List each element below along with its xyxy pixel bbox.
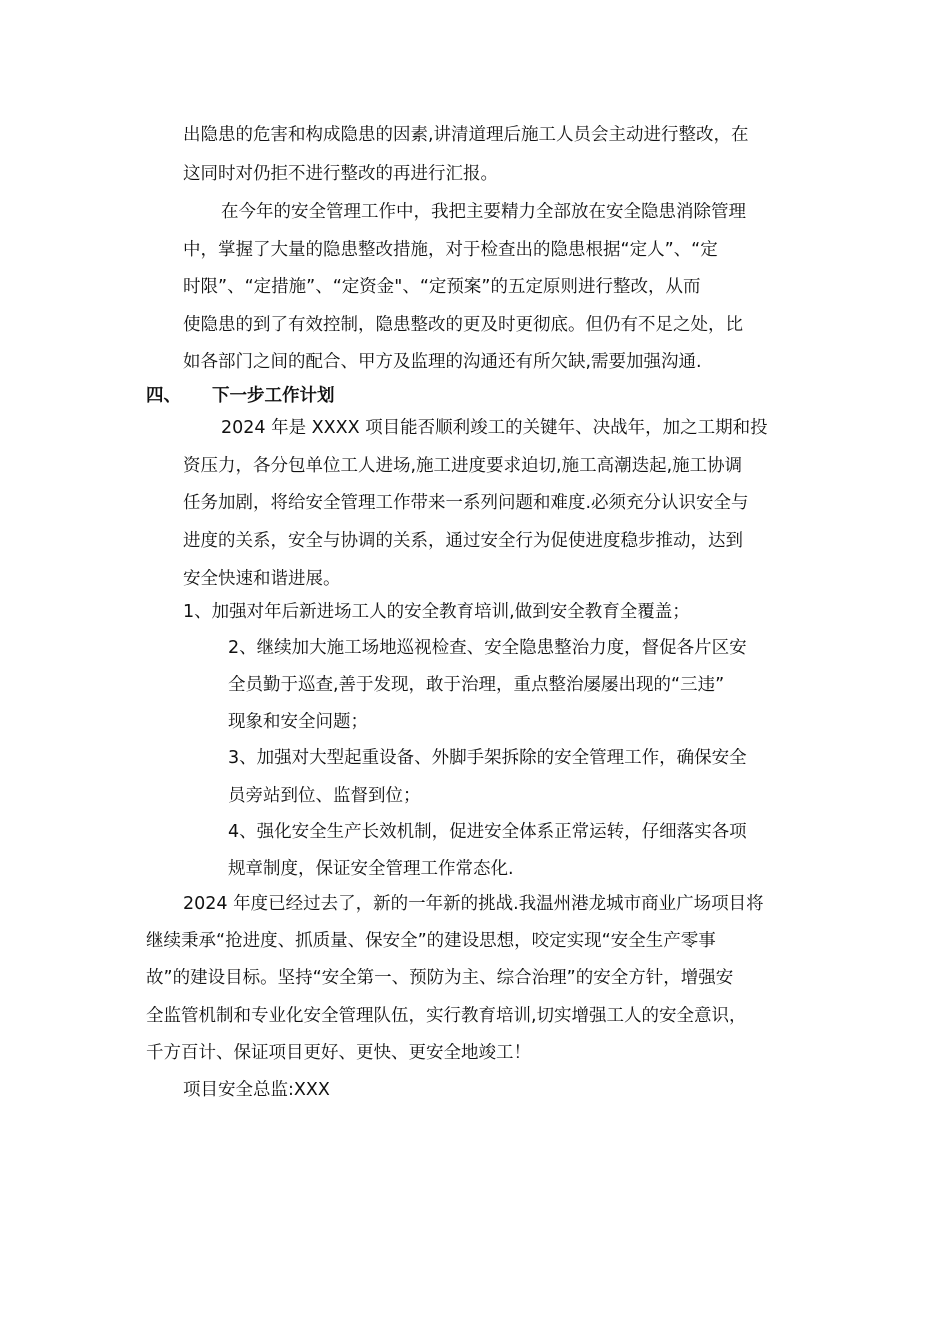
text-line: 现象和安全问题； — [228, 712, 368, 732]
section-number: 四、 — [146, 386, 181, 406]
text-line: 继续秉承“抢进度、抓质量、保安全”的建设思想，咬定实现“安全生产零事 — [146, 931, 716, 951]
text-line: 在今年的安全管理工作中，我把主要精力全部放在安全隐患消除管理 — [221, 202, 746, 222]
text-line: 这同时对仍拒不进行整改的再进行汇报。 — [183, 164, 498, 184]
text-line: 使隐患的到了有效控制，隐患整改的更及时更彻底。但仍有不足之处，比 — [183, 315, 743, 335]
section-title: 下一步工作计划 — [212, 386, 335, 406]
text-line: 中，掌握了大量的隐患整改措施，对于检查出的隐患根据“定人”、“定 — [183, 240, 718, 260]
text-line: 2、继续加大施工场地巡视检查、安全隐患整治力度，督促各片区安 — [228, 638, 747, 658]
text-line: 资压力，各分包单位工人进场,施工进度要求迫切,施工高潮迭起,施工协调 — [183, 456, 743, 476]
text-line: 2024 年度已经过去了，新的一年新的挑战.我温州港龙城市商业广场项目将 — [183, 894, 764, 914]
text-line: 故”的建设目标。坚持“安全第一、预防为主、综合治理”的安全方针，增强安 — [146, 968, 734, 988]
text-line: 千方百计、保证项目更好、更快、更安全地竣工！ — [146, 1043, 531, 1063]
text-line: 规章制度，保证安全管理工作常态化. — [228, 859, 514, 879]
text-line: 任务加剧，将给安全管理工作带来一系列问题和难度.必须充分认识安全与 — [183, 493, 749, 513]
text-line: 员旁站到位、监督到位； — [228, 786, 421, 806]
text-line: 全监管机制和专业化安全管理队伍，实行教育培训,切实增强工人的安全意识， — [146, 1006, 747, 1026]
text-line: 出隐患的危害和构成隐患的因素,讲清道理后施工人员会主动进行整改，在 — [183, 125, 749, 145]
text-line: 进度的关系，安全与协调的关系，通过安全行为促使进度稳步推动，达到 — [183, 531, 743, 551]
text-line: 时限”、“定措施”、“定资金"、“定预案”的五定原则进行整改，从而 — [183, 277, 701, 297]
text-line: 全员勤于巡查,善于发现，敢于治理，重点整治屡屡出现的“三违” — [228, 675, 725, 695]
text-line: 3、加强对大型起重设备、外脚手架拆除的安全管理工作，确保安全 — [228, 748, 747, 768]
text-line: 1、加强对年后新进场工人的安全教育培训,做到安全教育全覆盖； — [183, 602, 690, 622]
text-line: 安全快速和谐进展。 — [183, 569, 341, 589]
signature-line: 项目安全总监:XXX — [183, 1080, 330, 1100]
text-line: 2024 年是 XXXX 项目能否顺利竣工的关键年、决战年，加之工期和投 — [221, 418, 768, 438]
text-line: 4、强化安全生产长效机制，促进安全体系正常运转，仔细落实各项 — [228, 822, 747, 842]
text-line: 如各部门之间的配合、甲方及监理的沟通还有所欠缺,需要加强沟通. — [183, 352, 702, 372]
